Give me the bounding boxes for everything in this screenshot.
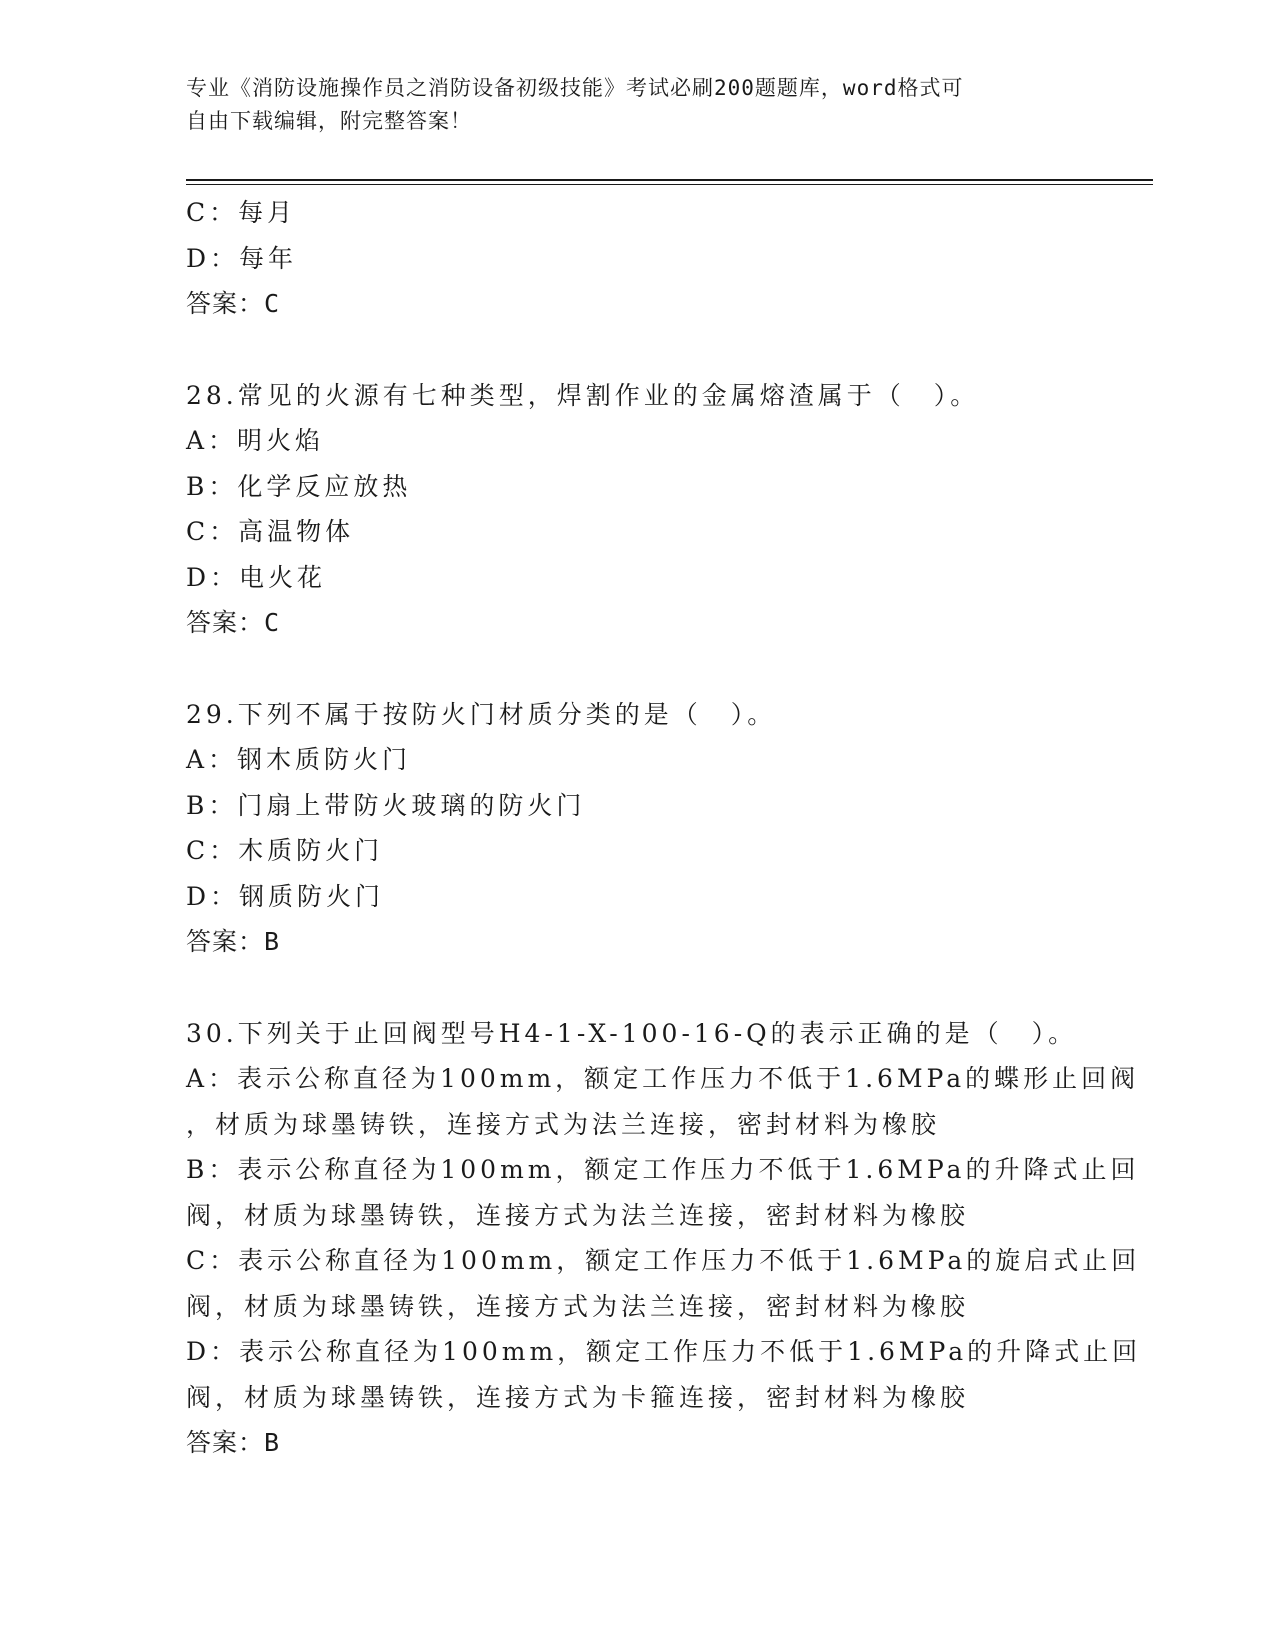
- option-line: C：高温物体: [186, 517, 355, 546]
- answer-label: 答案：: [186, 289, 265, 318]
- option-line: C：木质防火门: [186, 836, 384, 865]
- answer-line: [186, 1420, 1086, 1466]
- option-line-continued: 阀，材质为球墨铸铁，连接方式为卡箍连接，密封材料为橡胶: [186, 1382, 970, 1412]
- answer-value: C: [264, 289, 281, 318]
- option-line: C：表示公称直径为100mm，额定工作压力不低于1.6MPa的旋启式止回: [186, 1246, 1141, 1275]
- option-line: C：每月: [186, 198, 297, 227]
- answer-label: 答案：: [186, 927, 265, 956]
- option-line-continued: 阀，材质为球墨铸铁，连接方式为法兰连接，密封材料为橡胶: [186, 1291, 970, 1321]
- header-rule-thin: [186, 184, 1153, 185]
- answer-label: 答案：: [186, 1428, 265, 1457]
- answer-value: B: [264, 1428, 281, 1457]
- option-line-continued: ，材质为球墨铸铁，连接方式为法兰连接，密封材料为橡胶: [186, 1109, 941, 1139]
- answer-line: [186, 919, 1086, 965]
- answer-value: B: [264, 927, 281, 956]
- question-stem: 30.下列关于止回阀型号H4-1-X-100-16-Q的表示正确的是（ ）。: [186, 1018, 1078, 1048]
- page-header: [186, 72, 1066, 138]
- answer-line: [186, 600, 1086, 646]
- spacer: [186, 965, 1086, 1011]
- question-stem: 29.下列不属于按防火门材质分类的是（ ）。: [186, 699, 777, 729]
- option-line: D：每年: [186, 243, 298, 273]
- header-line-1: 专业《消防设施操作员之消防设备初级技能》考试必刷200题题库，word格式可: [186, 76, 964, 100]
- question-content: [186, 190, 1142, 1466]
- answer-line: [186, 281, 1086, 327]
- option-line: D：电火花: [186, 562, 327, 592]
- option-line: B：表示公称直径为100mm，额定工作压力不低于1.6MPa的升降式止回: [186, 1155, 1140, 1184]
- option-line: B：门扇上带防火玻璃的防火门: [186, 790, 586, 820]
- option-line: D：表示公称直径为100mm，额定工作压力不低于1.6MPa的升降式止回: [186, 1337, 1142, 1366]
- option-line-continued: 阀，材质为球墨铸铁，连接方式为法兰连接，密封材料为橡胶: [186, 1200, 970, 1230]
- option-line: D：钢质防火门: [186, 881, 385, 911]
- option-line: A：表示公称直径为100mm，额定工作压力不低于1.6MPa的蝶形止回阀: [186, 1064, 1140, 1093]
- header-line-2: 自由下载编辑，附完整答案！: [186, 109, 472, 133]
- option-line: B：化学反应放热: [186, 471, 412, 501]
- option-line: A：明火焰: [186, 426, 325, 455]
- option-line: A：钢木质防火门: [186, 745, 412, 774]
- question-stem: 28.常见的火源有七种类型，焊割作业的金属熔渣属于（ ）。: [186, 380, 980, 410]
- answer-label: 答案：: [186, 608, 265, 637]
- spacer: [186, 646, 1086, 692]
- answer-value: C: [264, 608, 281, 637]
- spacer: [186, 327, 1086, 373]
- header-rule-thick: [186, 179, 1153, 181]
